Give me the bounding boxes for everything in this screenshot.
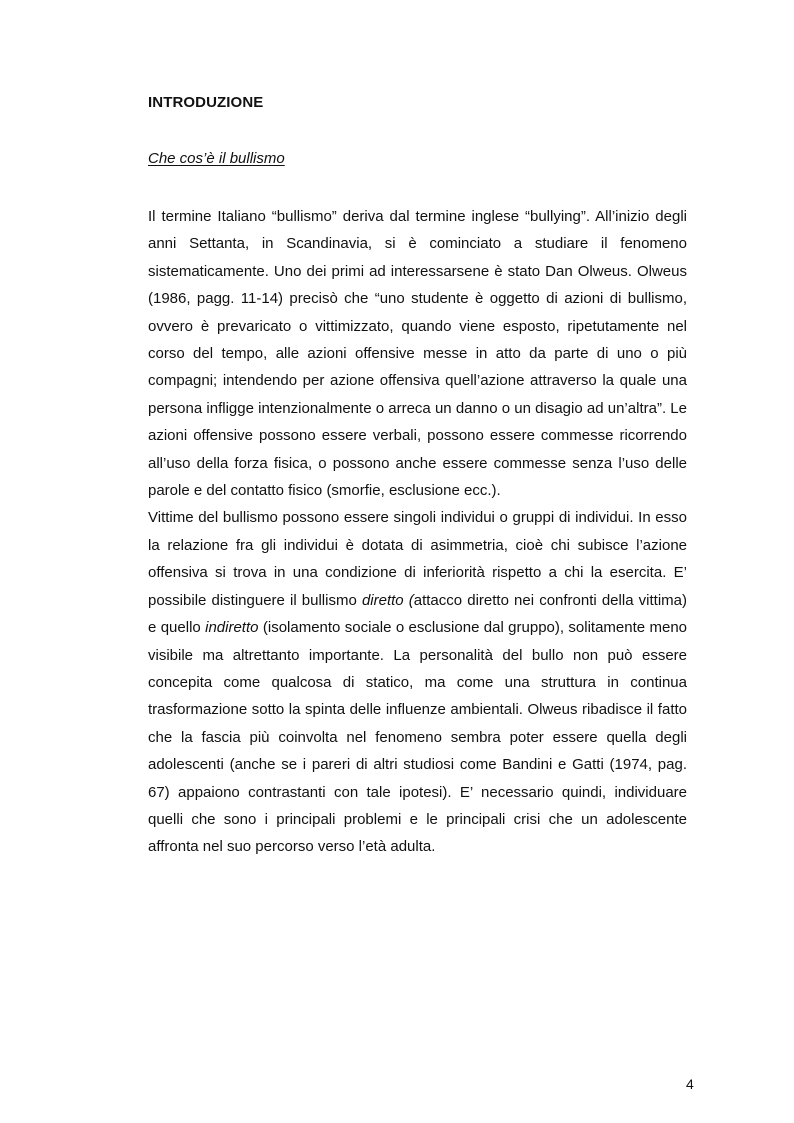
paragraph-2-text-3: (isolamento sociale o esclusione dal gruppo), solitamente meno visibile ma altrettanto importante. La personalità del bullo non può essere concepita come qualcosa di statico, ma come una struttura in continua trasformazione sotto la spinta delle influenze ambientali. Olweus ribadisce il fatto che la fascia più coinvolta nel fenomeno sembra poter essere quella degli adolescenti (anche se i pareri di altri studiosi come Bandini e Gatti (1974, pag. 67) appaiono contrastanti con tale ipotesi). E’ necessario quindi, individuare quelli che sono i principali problemi e le principali crisi che un adolescente affronta nel suo percorso verso l’età adulta. — [148, 619, 687, 856]
paragraph-2-text-1: Vittime del bullismo possono essere singoli individui o gruppi di individui. In esso la relazione fra gli individui è dotata di asimmetria, cioè chi subisce l’azione offensiva si trova in una condizione di inferiorità rispetto a chi la esercita. E’ possibile distinguere il bullismo — [148, 509, 687, 609]
chapter-heading: INTRODUZIONE — [148, 94, 264, 111]
paragraph-2-text-2: attacco diretto nei confronti della vittima) e quello — [148, 591, 687, 637]
section-subheading: Che cos’è il bullismo — [148, 150, 285, 167]
paragraph-2 — [148, 504, 687, 860]
body-text — [148, 203, 687, 861]
paragraph-1: Il termine Italiano “bullismo” deriva dal termine inglese “bullying”. All’inizio degli anni Settanta, in Scandinavia, si è cominciato a studiare il fenomeno sistematicamente. Uno dei primi ad interessarsene è stato Dan Olweus. Olweus (1986, pagg. 11-14) precisò che “uno studente è oggetto di azioni di bullismo, ovvero è prevaricato o vittimizzato, quando viene esposto, ripetutamente nel corso del tempo, alle azioni offensive messe in atto da parte di uno o più compagni; intendendo per azione offensiva quell’azione attraverso la quale una persona infligge intenzionalmente o arreca un danno o un disagio ad un’altra”. Le azioni offensive possono essere verbali, possono essere commesse ricorrendo all’uso della forza fisica, o possono anche essere commesse senza l’uso delle parole e del contatto fisico (smorfie, esclusione ecc.). — [148, 208, 687, 500]
page-number: 4 — [686, 1076, 694, 1092]
paragraph-2-italic-diretto: diretto ( — [361, 591, 414, 609]
paragraph-2-italic-indiretto: indiretto — [205, 619, 259, 637]
